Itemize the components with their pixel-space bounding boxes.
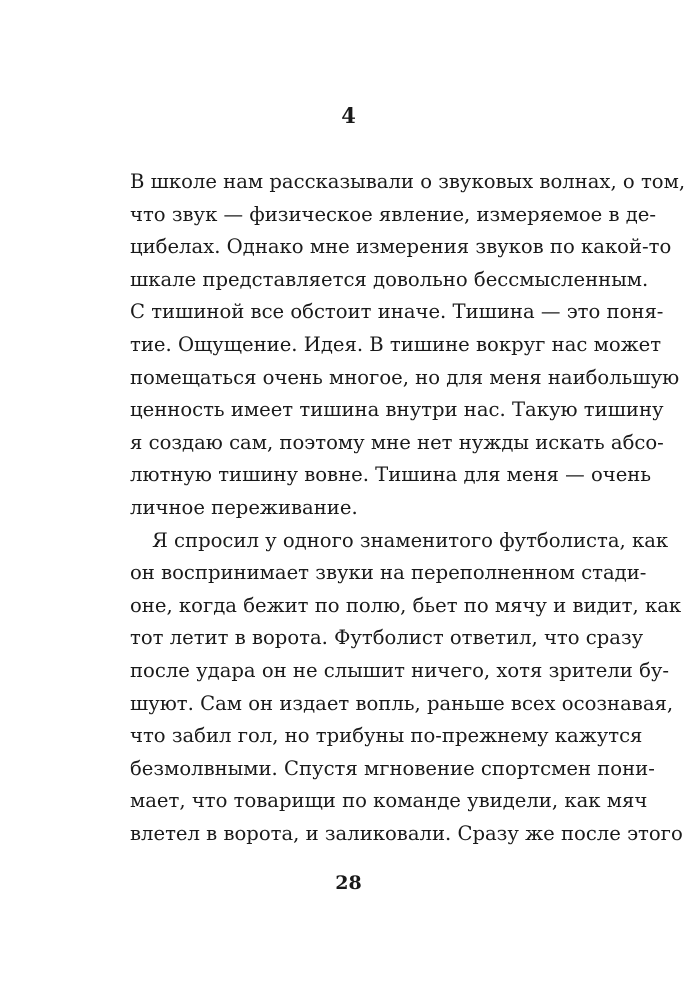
text-line: что звук — физическое явление, измеряемое в де- [130, 202, 656, 226]
text-line: помещаться очень многое, но для меня наибольшую [130, 365, 680, 389]
text-line: шуют. Сам он издает вопль, раньше всех осознавая, [130, 691, 674, 715]
text-line: после удара он не слышит ничего, хотя зрители бу- [130, 658, 670, 682]
text-line: личное переживание. [130, 495, 358, 519]
page-number: 28 [335, 872, 362, 894]
body-text [130, 166, 686, 850]
text-line: безмолвными. Спустя мгновение спортсмен пони- [130, 756, 655, 780]
text-line: С тишиной все обстоит иначе. Тишина — это поня- [130, 300, 664, 324]
text-line: Я спросил у одного знаменитого футболиста, как [152, 528, 669, 552]
text-line: я создаю сам, поэтому мне нет нужды искать абсо- [130, 430, 664, 454]
text-line: влетел в ворота, и заликовали. Сразу же после этого [130, 821, 683, 845]
text-line: В школе нам рассказывали о звуковых волнах, о том, [130, 170, 686, 193]
text-line: что забил гол, но трибуны по-прежнему кажутся [130, 724, 643, 748]
text-line: шкале представляется довольно бессмысленным. [130, 267, 649, 291]
text-line: лютную тишину вовне. Тишина для меня — очень [130, 463, 652, 487]
text-line: он воспринимает звуки на переполненном стади- [130, 561, 647, 585]
text-line: оне, когда бежит по полю, бьет по мячу и видит, как [130, 593, 682, 617]
chapter-number: 4 [341, 103, 356, 128]
text-line: ценность имеет тишина внутри нас. Такую тишину [130, 398, 664, 422]
text-line: тие. Ощущение. Идея. В тишине вокруг нас может [130, 332, 662, 356]
text-line: цибелах. Однако мне измерения звуков по какой-то [130, 235, 672, 259]
text-line: мает, что товарищи по команде увидели, как мяч [130, 789, 648, 813]
text-line: тот летит в ворота. Футболист ответил, что сразу [130, 626, 644, 650]
